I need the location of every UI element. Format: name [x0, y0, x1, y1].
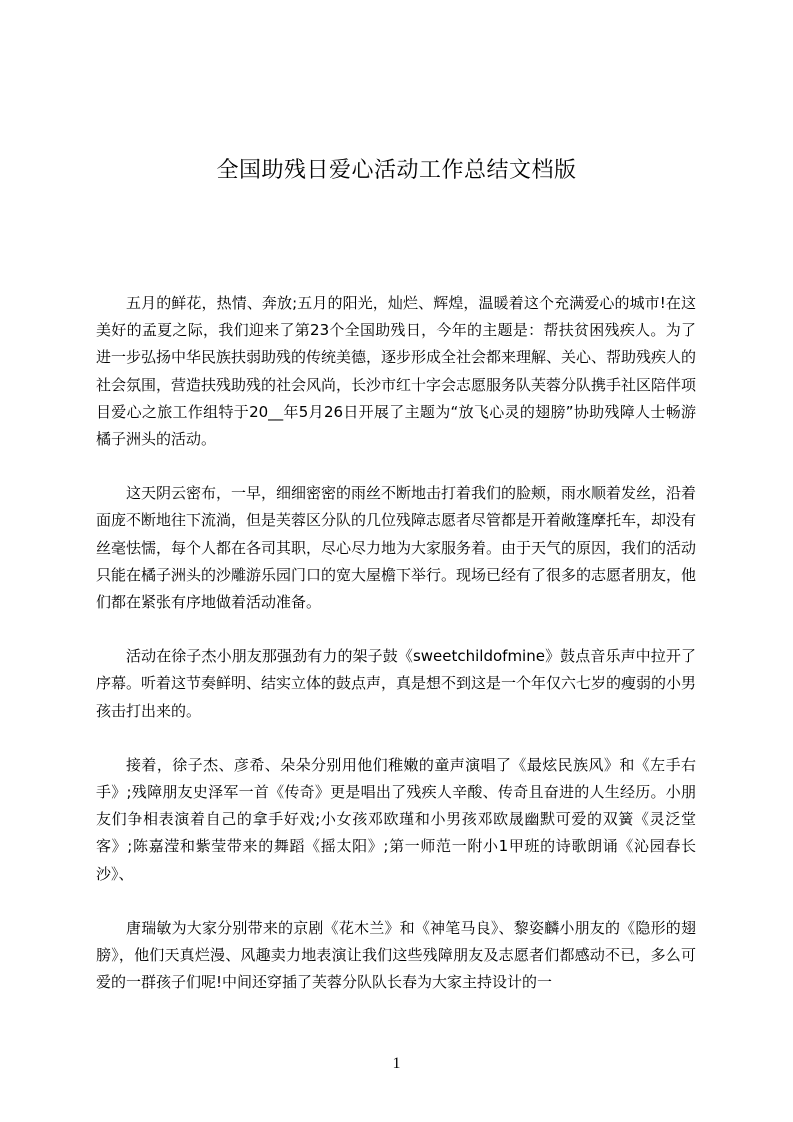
document-title: 全国助残日爱心活动工作总结文档版 — [216, 157, 577, 183]
paragraph-2: 这天阴云密布，一早，细细密密的雨丝不断地击打着我们的脸颊，雨水顺着发丝，沿着面庞不断地往下流淌，但是芙蓉区分队的几位残障志愿者尽管都是开着敞篷摩托车，却没有丝毫怯懦，每个人都在各司其职，尽心尽力地为大家服务着。由于天气的原因，我们的活动只能在橘子洲头的沙雕游乐园门口的宽大屋檐下举行。现场已经有了很多的志愿者朋友，他们都在紧张有序地做着活动准备。 — [96, 484, 697, 612]
paragraph-1: 五月的鲜花，热情、奔放;五月的阳光，灿烂、辉煌，温暖着这个充满爱心的城市!在这美好的孟夏之际，我们迎来了第23个全国助残日，今年的主题是：帮扶贫困残疾人。为了进一步弘扬中华民族扶弱助残的传统美德，逐步形成全社会都来理解、关心、帮助残疾人的社会氛围，营造扶残助残的社会风尚，长沙市红十字会志愿服务队芙蓉分队携手社区陪伴项目爱心之旅工作组特于20__年5月26日开展了主题为“放飞心灵的翅膀”协助残障人士畅游橘子洲头的活动。 — [96, 294, 697, 449]
document-body — [96, 290, 696, 1023]
paragraph-3: 活动在徐子杰小朋友那强劲有力的架子鼓《sweetchildofmine》鼓点音乐声中拉开了序幕。听着这节奏鲜明、结实立体的鼓点声，真是想不到这是一个年仅六七岁的瘦弱的小男孩击打出来的。 — [96, 647, 697, 720]
page-number: 1 — [392, 1055, 401, 1072]
paragraph-4: 接着，徐子杰、彦希、朵朵分别用他们稚嫩的童声演唱了《最炫民族风》和《左手右手》;残障朋友史泽军一首《传奇》更是唱出了残疾人辛酸、传奇且奋进的人生经历。小朋友们争相表演着自己的拿手好戏;小女孩邓欧瑾和小男孩邓欧晟幽默可爱的双簧《灵泛堂客》;陈嘉滢和紫莹带来的舞蹈《摇太阳》;第一师范一附小1甲班的诗歌朗诵《沁园春长沙》、 — [96, 755, 696, 883]
paragraph-5: 唐瑞敏为大家分别带来的京剧《花木兰》和《神笔马良》、黎姿麟小朋友的《隐形的翅膀》，他们天真烂漫、风趣卖力地表演让我们这些残障朋友及志愿者们都感动不已，多么可爱的一群孩子们呢!中间还穿插了芙蓉分队队长春为大家主持设计的一 — [96, 918, 696, 992]
